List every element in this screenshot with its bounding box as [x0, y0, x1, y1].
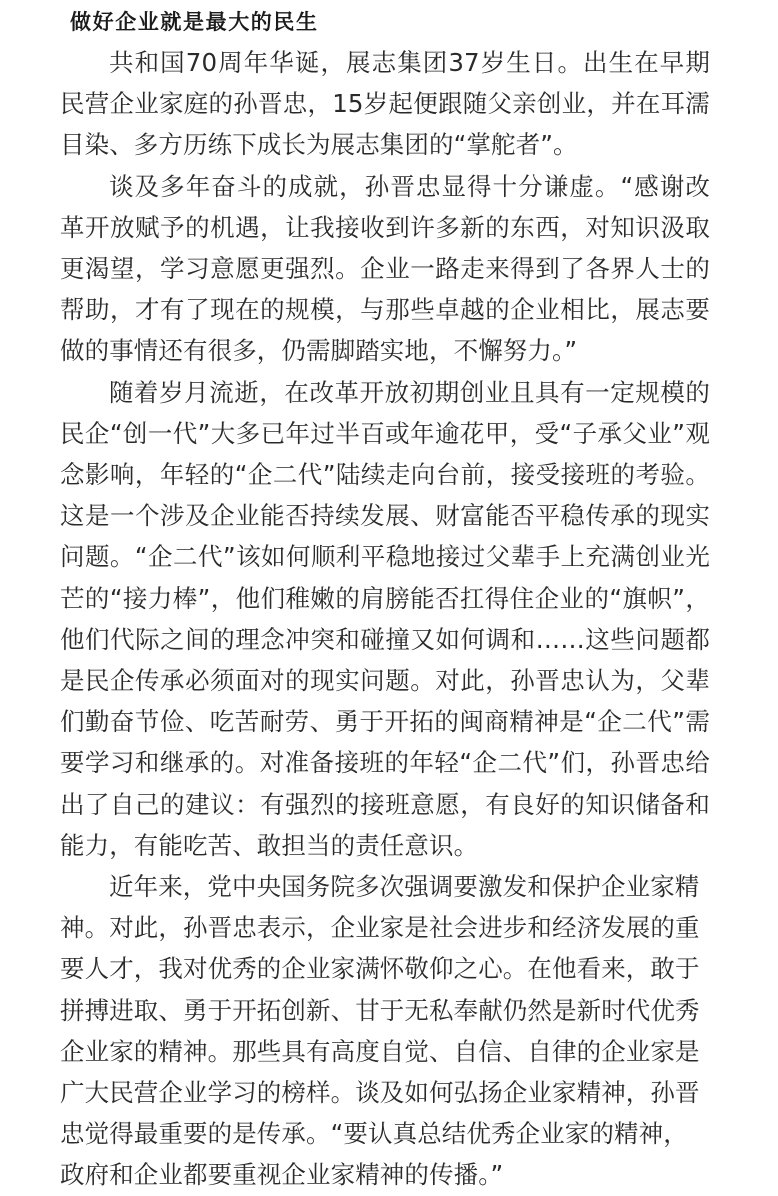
- body-paragraph-4: 近年来，党中央国务院多次强调要激发和保护企业家精神。对此，孙晋忠表示，企业家是社会进步和经济发展的重要人才，我对优秀的企业家满怀敬仰之心。在他看来，敢于拼搏进取、勇于开拓创新、甘于无私奉献仍然是新时代优秀企业家的精神。那些具有高度自觉、自信、自律的企业家是广大民营企业学习的榜样。谈及如何弘扬企业家精神，孙晋忠觉得最重要的是传承。“要认真总结优秀企业家的精神，政府和企业都要重视企业家精神的传播。”: [60, 872, 700, 1190]
- body-paragraph-3: 随着岁月流逝，在改革开放初期创业且具有一定规模的民企“创一代”大多已年过半百或年逾花甲，受“子承父业”观念影响，年轻的“企二代”陆续走向台前，接受接班的考验。这是一个涉及企业能否持续发展、财富能否平稳传承的现实问题。“企二代”该如何顺利平稳地接过父辈手上充满创业光芒的“接力棒”，他们稚嫩的肩膀能否扛得住企业的“旗帜”，他们代际之间的理念冲突和碰撞又如何调和……这些问题都是民企传承必须面对的现实问题。对此，孙晋忠认为，父辈们勤奋节俭、吃苦耐劳、勇于开拓的闽商精神是“企二代”需要学习和继承的。对准备接班的年轻“企二代”们，孙晋忠给出了自己的建议：有强烈的接班意愿，有良好的知识储备和能力，有能吃苦、敢担当的责任意识。: [60, 377, 710, 860]
- body-paragraph-2: 谈及多年奋斗的成就，孙晋忠显得十分谦虚。“感谢改革开放赋予的机遇，让我接收到许多新的东西，对知识汲取更渴望，学习意愿更强烈。企业一路走来得到了各界人士的帮助，才有了现在的规模，与那些卓越的企业相比，展志要做的事情还有很多，仍需脚踏实地，不懈努力。”: [60, 171, 710, 366]
- page-title: 做好企业就是最大的民生: [70, 9, 319, 34]
- body-paragraph-1: 共和国70周年华诞，展志集团37岁生日。出生在早期民营企业家庭的孙晋忠，15岁起便跟随父亲创业，并在耳濡目染、多方历练下成长为展志集团的“掌舵者”。: [60, 48, 710, 160]
